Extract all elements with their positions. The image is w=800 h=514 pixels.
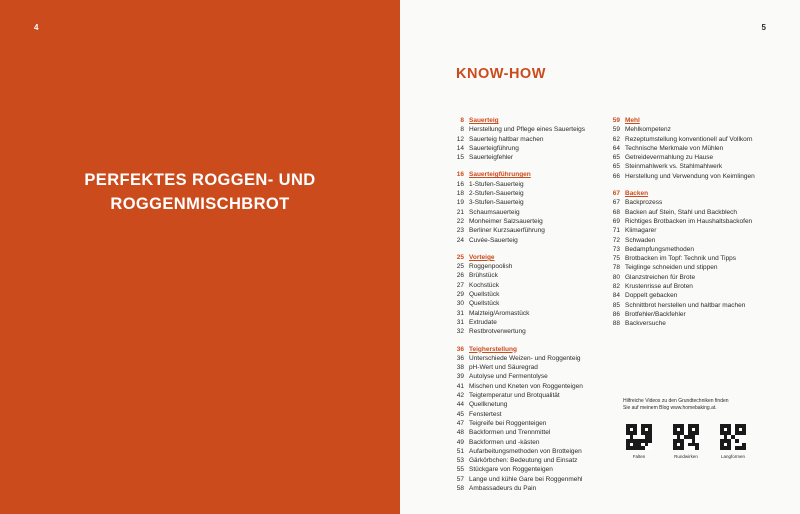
- toc-page-number: 41: [456, 382, 464, 390]
- toc-entry-title: Lange und kühle Gare bei Roggenmehl: [469, 475, 583, 483]
- toc-entry: [450, 217, 620, 226]
- toc-entry: [606, 217, 776, 226]
- toc-entry: [606, 319, 776, 328]
- toc-section: [450, 170, 620, 244]
- toc-entry: [450, 135, 620, 144]
- video-note-line1: Hilfreiche Videos zu den Grundtechniken finden: [623, 398, 729, 404]
- toc-page-number: 45: [456, 410, 464, 418]
- toc-section: [450, 116, 620, 162]
- toc-section-heading: [450, 253, 620, 262]
- toc-section: [606, 116, 776, 181]
- toc-page-number: 32: [456, 328, 464, 336]
- toc-entry-title: Restbrotverwertung: [469, 328, 526, 336]
- toc-entry-title: Aufarbeitungsmethoden von Brotteigen: [469, 447, 582, 455]
- toc-page-number: 15: [456, 154, 464, 162]
- toc-entry: [450, 382, 620, 391]
- toc-page-number: 21: [456, 208, 464, 216]
- toc-page-number: 51: [456, 447, 464, 455]
- toc-entry: [450, 144, 620, 153]
- toc-entry-title: Brotfehler/Backfehler: [625, 310, 686, 318]
- toc-entry-title: Mehlkompetenz: [625, 126, 671, 134]
- toc-page-number: 8: [460, 126, 464, 134]
- toc-page-number: 65: [612, 154, 620, 162]
- toc-entry-title: Bedampfungsmethoden: [625, 245, 695, 253]
- toc-entry-title: Sauerteigführung: [469, 144, 519, 152]
- toc-entry: [450, 281, 620, 290]
- toc-page-number: 65: [612, 163, 620, 171]
- toc-page-number: 16: [456, 180, 464, 188]
- toc-entry-title: Brühstück: [469, 272, 498, 280]
- toc-entry: [450, 456, 620, 465]
- video-note-line2: Sie auf meinem Blog www.homebaking.at.: [623, 405, 717, 411]
- qr-code-icon[interactable]: [626, 424, 652, 450]
- toc-entry: [450, 271, 620, 280]
- qr-caption: Langformen: [720, 454, 746, 459]
- toc-entry: [606, 172, 776, 181]
- toc-entry-title: Teigtemperatur und Brotqualität: [469, 392, 560, 400]
- toc-entry-title: Brotbacken im Topf: Technik und Tipps: [625, 255, 737, 263]
- toc-entry: [450, 226, 620, 235]
- toc-page-number: 14: [456, 144, 464, 152]
- qr-rundwirken[interactable]: [666, 424, 706, 459]
- toc-entry-title: Teiglinge schneiden und stippen: [625, 264, 718, 272]
- toc-section-heading: [450, 170, 620, 179]
- toc-page-number: 12: [456, 135, 464, 143]
- toc-page-number: 30: [456, 300, 464, 308]
- toc-entry-title: Richtiges Brotbacken im Haushaltsbackofen: [625, 217, 753, 225]
- toc-entry-title: Stückgare von Roggenteigen: [469, 466, 553, 474]
- toc-page-number: 26: [456, 272, 464, 280]
- toc-page-number: 24: [456, 236, 464, 244]
- toc-page-number: 72: [612, 236, 620, 244]
- toc-entry: [450, 309, 620, 318]
- toc-page-number: 84: [612, 292, 620, 300]
- toc-entry-title: Schwaden: [625, 236, 656, 244]
- toc-entry: [606, 301, 776, 310]
- page-number-right: 5: [761, 23, 766, 32]
- toc-entry-title: 1-Stufen-Sauerteig: [469, 180, 524, 188]
- toc-entry-title: Schaumsauerteig: [469, 208, 520, 216]
- toc-page-number: 25: [456, 253, 464, 261]
- toc-page-number: 49: [456, 438, 464, 446]
- toc-entry-title: 3-Stufen-Sauerteig: [469, 199, 524, 207]
- toc-section-heading: [450, 345, 620, 354]
- toc-entry-title: Schnittbrot herstellen und haltbar machen: [625, 301, 746, 309]
- toc-entry-title: Cuvée-Sauerteig: [469, 236, 518, 244]
- toc-entry-title: Ambassadeurs du Pain: [469, 484, 537, 492]
- toc-entry: [450, 189, 620, 198]
- toc-entry: [606, 236, 776, 245]
- toc-entry-title: Sauerteig haltbar machen: [469, 135, 544, 143]
- toc-column-1: [450, 116, 620, 501]
- qr-langformen[interactable]: [713, 424, 753, 459]
- toc-entry: [606, 282, 776, 291]
- toc-entry: [450, 262, 620, 271]
- toc-entry-title: Quellstück: [469, 291, 500, 299]
- toc-entry-title: Backen auf Stein, Stahl und Backblech: [625, 208, 738, 216]
- toc-page-number: 36: [456, 354, 464, 362]
- toc-entry: [450, 354, 620, 363]
- toc-page-number: 18: [456, 190, 464, 198]
- toc-entry-title: Steinmahlwerk vs. Stahlmahlwerk: [625, 163, 723, 171]
- toc-entry-title: Roggenpoolish: [469, 263, 513, 271]
- toc-page-number: 86: [612, 310, 620, 318]
- toc-entry-title: Gärkörbchen: Bedeutung und Einsatz: [469, 457, 578, 465]
- right-page: [400, 0, 800, 514]
- toc-page-number: 27: [456, 281, 464, 289]
- toc-entry: [450, 484, 620, 493]
- toc-entry-title: Herstellung und Pflege eines Sauerteigs: [469, 126, 585, 134]
- toc-entry-title: Teigherstellung: [469, 345, 517, 353]
- toc-page-number: 58: [456, 484, 464, 492]
- toc-entry: [606, 162, 776, 171]
- chapter-title-line1: PERFEKTES ROGGEN- UND: [84, 171, 316, 189]
- toc-page-number: 25: [456, 263, 464, 271]
- qr-code-icon[interactable]: [673, 424, 699, 450]
- toc-entry-title: Backversuche: [625, 320, 666, 328]
- toc-page-number: 66: [612, 172, 620, 180]
- toc-entry: [450, 465, 620, 474]
- toc-entry: [450, 410, 620, 419]
- toc-page-number: 31: [456, 309, 464, 317]
- toc-entry: [606, 153, 776, 162]
- toc-entry: [450, 363, 620, 372]
- toc-page-number: 39: [456, 373, 464, 381]
- toc-entry: [606, 291, 776, 300]
- toc-entry: [606, 254, 776, 263]
- toc-entry: [606, 273, 776, 282]
- toc-entry-title: Malzteig/Aromastück: [469, 309, 530, 317]
- toc-page-number: 38: [456, 364, 464, 372]
- toc-entry-title: Technische Merkmale von Mühlen: [625, 144, 724, 152]
- toc-page-number: 48: [456, 429, 464, 437]
- toc-page-number: 44: [456, 401, 464, 409]
- toc-entry: [606, 135, 776, 144]
- toc-entry-title: Kochstück: [469, 281, 499, 289]
- toc-entry-title: Sauerteigführungen: [469, 171, 531, 179]
- toc-page-number: 68: [612, 208, 620, 216]
- toc-entry: [606, 198, 776, 207]
- toc-entry: [450, 438, 620, 447]
- toc-section-heading: [606, 189, 776, 198]
- toc-page-number: 73: [612, 245, 620, 253]
- toc-page-number: 47: [456, 419, 464, 427]
- toc-entry-title: Mehl: [625, 117, 640, 124]
- toc-entry-title: 2-Stufen-Sauerteig: [469, 190, 524, 198]
- toc-entry: [606, 310, 776, 319]
- toc-entry: [450, 290, 620, 299]
- toc-entry: [450, 447, 620, 456]
- qr-code-icon[interactable]: [720, 424, 746, 450]
- toc-entry: [450, 180, 620, 189]
- toc-entry: [450, 419, 620, 428]
- toc-section-heading: [450, 116, 620, 125]
- toc-page-number: 67: [612, 199, 620, 207]
- toc-entry-title: Autolyse und Fermentolyse: [469, 373, 548, 381]
- toc-column-2: [606, 116, 776, 337]
- toc-entry: [450, 372, 620, 381]
- toc-entry-title: Extrudate: [469, 318, 497, 326]
- toc-page-number: 22: [456, 217, 464, 225]
- toc-page-number: 85: [612, 301, 620, 309]
- toc-page-number: 16: [456, 171, 464, 179]
- toc-page-number: 69: [612, 217, 620, 225]
- toc-page-number: 78: [612, 264, 620, 272]
- qr-caption: Rundwirken: [674, 454, 698, 459]
- toc-entry: [450, 208, 620, 217]
- toc-page-number: 71: [612, 227, 620, 235]
- toc-entry-title: Getreidevermahlung zu Hause: [625, 154, 714, 162]
- toc-entry-title: Backprozess: [625, 199, 663, 207]
- toc-entry: [606, 226, 776, 235]
- toc-page-number: 59: [612, 126, 620, 134]
- toc-page-number: 23: [456, 227, 464, 235]
- qr-caption: Falten: [632, 454, 646, 459]
- toc-entry: [450, 125, 620, 134]
- toc-page-number: 36: [456, 345, 464, 353]
- toc-entry-title: Doppelt gebacken: [625, 292, 678, 300]
- toc-entry: [450, 327, 620, 336]
- toc-page-number: 82: [612, 283, 620, 291]
- toc-page-number: 62: [612, 135, 620, 143]
- toc-entry-title: Backformen und -kästen: [469, 438, 540, 446]
- toc-page-number: 67: [612, 190, 620, 198]
- toc-entry: [606, 125, 776, 134]
- toc-page-number: 57: [456, 475, 464, 483]
- toc-page-number: 29: [456, 291, 464, 299]
- toc-entry-title: Klimagarer: [625, 227, 657, 235]
- toc-entry-title: Herstellung und Verwendung von Keimlingen: [625, 172, 755, 180]
- toc-entry: [450, 400, 620, 409]
- toc-entry-title: Backen: [625, 190, 649, 198]
- video-note: [623, 398, 783, 412]
- toc-entry-title: Fenstertest: [469, 410, 502, 418]
- toc-page-number: 64: [612, 144, 620, 152]
- chapter-title-line2: ROGGENMISCHBROT: [110, 195, 290, 213]
- toc-entry-title: pH-Wert und Säuregrad: [469, 364, 538, 372]
- toc-page-number: 19: [456, 199, 464, 207]
- toc-section: [606, 189, 776, 328]
- toc-entry-title: Krustenrisse auf Broten: [625, 283, 693, 291]
- toc-page-number: 31: [456, 318, 464, 326]
- toc-entry-title: Teigreife bei Roggenteigen: [469, 419, 547, 427]
- toc-entry: [450, 198, 620, 207]
- toc-entry: [606, 245, 776, 254]
- toc-entry-title: Unterschiede Weizen- und Roggenteig: [469, 354, 581, 362]
- toc-section: [450, 345, 620, 494]
- toc-entry-title: Sauerteigfehler: [469, 154, 514, 162]
- toc-entry: [450, 236, 620, 245]
- toc-page-number: 8: [460, 117, 464, 124]
- toc-page-number: 53: [456, 457, 464, 465]
- chapter-title: [0, 168, 400, 216]
- toc-entry-title: Quellstück: [469, 300, 500, 308]
- toc-entry: [450, 153, 620, 162]
- toc-entry-title: Berliner Kurzsauerführung: [469, 227, 545, 235]
- toc-page-number: 59: [612, 117, 620, 124]
- toc-entry-title: Quellknetung: [469, 401, 508, 409]
- toc-entry: [450, 475, 620, 484]
- toc-entry: [450, 318, 620, 327]
- toc-entry-title: Sauerteig: [469, 117, 499, 124]
- toc-entry: [450, 428, 620, 437]
- toc-entry-title: Mischen und Kneten von Roggenteigen: [469, 382, 583, 390]
- toc-page-number: 42: [456, 392, 464, 400]
- section-heading: KNOW-HOW: [456, 66, 546, 82]
- toc-page-number: 88: [612, 320, 620, 328]
- toc-section-heading: [606, 116, 776, 125]
- toc-entry-title: Rezeptumstellung konventionell auf Vollkorn: [625, 135, 753, 143]
- toc-section: [450, 253, 620, 337]
- toc-entry-title: Backformen und Trennmittel: [469, 429, 551, 437]
- toc-entry: [606, 263, 776, 272]
- toc-page-number: 75: [612, 255, 620, 263]
- toc-entry-title: Monheimer Salzsauerteig: [469, 217, 543, 225]
- page-number-left: 4: [34, 23, 39, 32]
- toc-entry-title: Glanzstreichen für Brote: [625, 273, 696, 281]
- toc-entry-title: Vorteige: [469, 253, 495, 261]
- toc-entry: [450, 391, 620, 400]
- toc-page-number: 55: [456, 466, 464, 474]
- toc-entry: [450, 299, 620, 308]
- toc-entry: [606, 208, 776, 217]
- qr-falten[interactable]: [619, 424, 659, 459]
- toc-page-number: 80: [612, 273, 620, 281]
- toc-entry: [606, 144, 776, 153]
